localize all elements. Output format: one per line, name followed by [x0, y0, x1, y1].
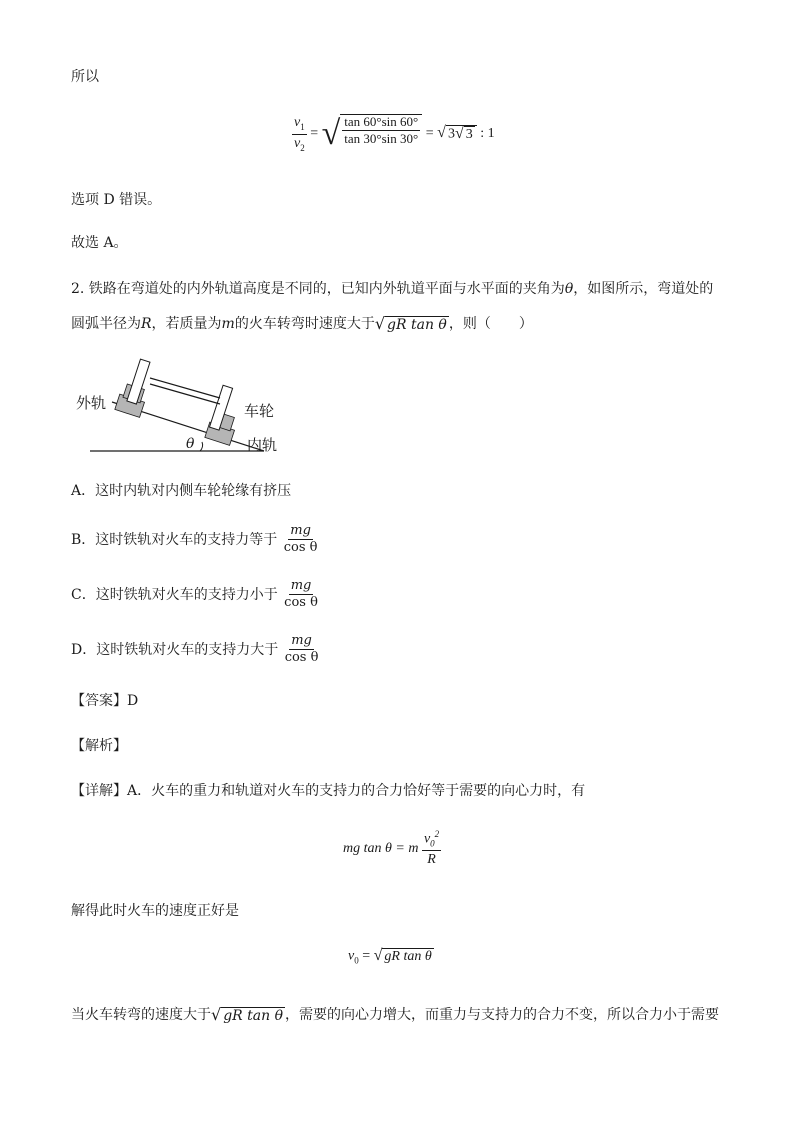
r-symbol: R [141, 316, 152, 332]
answer-value: D [127, 693, 139, 709]
analysis-label: 【解析】 [71, 738, 127, 754]
formula-velocity-ratio: $\frac{v_1}{v_2}$ = √ $\frac{\tan 60^\circ\sin 60^\circ}{\tan 30^\circ\sin 30^\circ}$ = √ 3 √ 3 : 1 [294, 114, 495, 153]
m-symbol: m [221, 316, 235, 332]
formula2-sub: 0 [430, 838, 435, 849]
v2-sub: 2 [300, 142, 305, 153]
formula2-sup: 2 [434, 829, 440, 839]
axle-top [150, 378, 220, 398]
formula3-v: v [348, 948, 355, 964]
cos-c: cos θ [284, 595, 318, 611]
question-2-line-1: 2. 铁路在弯道处的内外轨道高度是不同的，已知内外轨道平面与水平面的夹角为θ，如图所示，弯道处的 [71, 281, 714, 297]
detail-line: 【详解】A．火车的重力和轨道对火车的支持力的合力恰好等于需要的向心力时，有 [71, 783, 586, 799]
v1: v [294, 114, 301, 130]
label-inner-rail: 内轨 [247, 436, 278, 454]
rhs-a: 3 [447, 126, 455, 142]
line-option-d-wrong: 选项 D 错误。 [71, 192, 162, 208]
label-wheel: 车轮 [244, 402, 275, 420]
option-d: D．这时铁轨对火车的支持力大于 $\frac{mg}{\text{cos θ}}$ [71, 633, 319, 666]
label-outer-rail: 外轨 [76, 394, 107, 412]
sqrt-grtan: gR tan θ [387, 316, 447, 333]
solved-line: 解得此时火车的速度正好是 [71, 903, 239, 919]
ratio-den: tan 30°sin 30° [344, 131, 419, 147]
v2: v [294, 135, 301, 151]
mg-d: mg [289, 634, 314, 650]
sqrt-grtan-2: gR tan θ [223, 1007, 284, 1024]
theta-symbol: θ [564, 281, 574, 297]
cos-b: cos θ [283, 540, 318, 556]
option-c: C．这时铁轨对火车的支持力小于 $\frac{mg}{\text{cos θ}}$ [71, 578, 318, 611]
eq2: = [425, 126, 434, 142]
angle-arc [200, 442, 203, 451]
rhs-b: 3 [465, 127, 473, 142]
formula-centripetal [343, 830, 441, 868]
formula2-v: v [423, 831, 431, 847]
axle-bottom [150, 384, 220, 404]
option-b: B．这时铁轨对火车的支持力等于 $\frac{mg}{\text{cos θ}}$ [71, 523, 318, 556]
outer-wheel [127, 359, 150, 404]
option-a: A．这时内轨对内侧车轮轮缘有挤压 [71, 483, 292, 499]
cos-d: cos θ [284, 650, 319, 666]
formula3-rad: gR tan θ [384, 949, 432, 964]
answer-label: 【答案】 [71, 693, 127, 709]
question-2-line-2: 圆弧半径为R，若质量为m的火车转弯时速度大于 √ gR tan θ ，则（ ） [71, 313, 533, 333]
formula3-eq: = [358, 948, 374, 964]
eq1: = [310, 126, 319, 142]
ratio-num: tan 60°sin 60° [342, 115, 420, 131]
formula3-sub: 0 [354, 955, 359, 966]
rail-figure [72, 350, 292, 460]
mg-b: mg [288, 524, 313, 540]
v1-sub: 1 [300, 121, 305, 132]
formula2-lhs: mg tan θ = m [343, 841, 419, 857]
formula2-den: R [427, 852, 436, 868]
line-choose-a: 故选 A。 [71, 235, 128, 251]
answer-line [71, 690, 138, 710]
rhs-ratio: : 1 [480, 126, 495, 142]
label-angle: θ [186, 436, 195, 452]
formula-v0: $v_0$ = √ gR tan θ [348, 947, 432, 966]
line-suoyi: 所以 [71, 69, 99, 85]
mg-c: mg [289, 579, 314, 595]
last-line: 当火车转弯的速度大于 √ gR tan θ ，需要的向心力增大，而重力与支持力的合力不变，所以合力小于需要 [71, 1004, 720, 1024]
